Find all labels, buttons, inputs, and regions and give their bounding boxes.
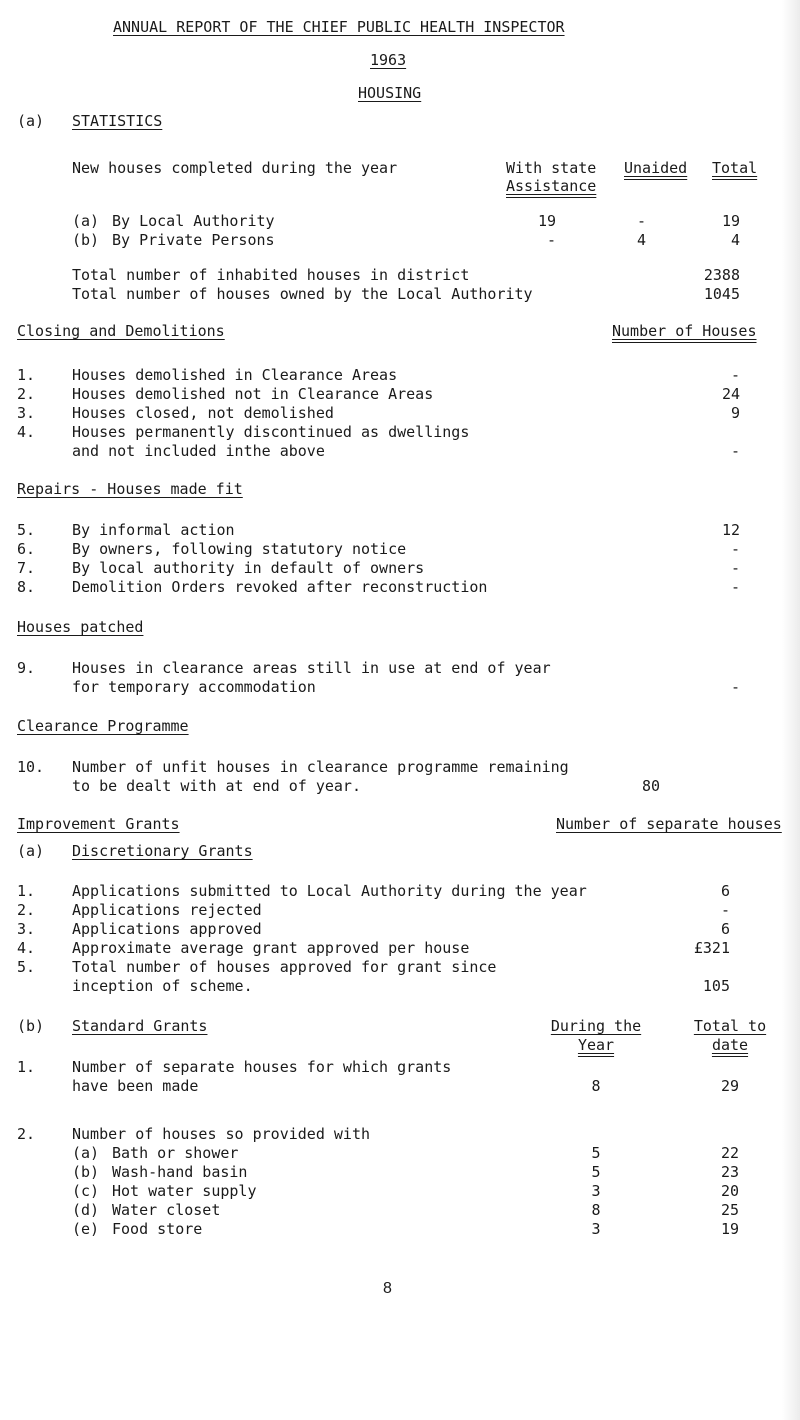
item-value: - [730,540,740,558]
standard-label: (b) [17,1017,45,1035]
item-label: Applications approved [72,920,262,938]
amenity-num: (a) [72,1144,100,1162]
item-value: 24 [721,385,740,403]
item-label: Houses demolished not in Clearance Areas [72,385,434,403]
amenity-num: (c) [72,1182,100,1200]
item-label: By local authority in default of owners [72,559,425,577]
item-label-cont: have been made [72,1077,199,1095]
item-num: 1. [17,366,36,384]
row-unaided-value: - [636,212,646,230]
item-num: 2. [17,901,36,919]
amenity-num: (d) [72,1201,100,1219]
year-value: 8 [591,1077,601,1095]
col-with-state: With state [506,159,597,177]
owned-label: Total number of houses owned by the Local Authority [72,285,533,303]
col-year: Year [577,1036,615,1054]
item-value: £321 [693,939,730,957]
item-num: 2. [17,385,36,403]
item-label: Houses in clearance areas still in use at end of year [72,659,551,677]
grants-col: Number of separate houses [556,815,782,833]
item-num: 5. [17,958,36,976]
inhabited-value: 2388 [703,266,740,284]
item-label: By informal action [72,521,235,539]
item-label-cont: and not included inthe above [72,442,325,460]
item-value: 6 [720,920,730,938]
standard-title: Standard Grants [72,1017,208,1035]
col-total-to: Total to [693,1017,767,1035]
item-label: Total number of houses approved for grant since [72,958,497,976]
year-value: 8 [591,1201,601,1219]
total-value: 19 [720,1220,740,1238]
item-num: 7. [17,559,36,577]
item-label: Number of houses so provided with [72,1125,371,1143]
item-num: 4. [17,423,36,441]
item-num: 6. [17,540,36,558]
item-value: 6 [720,882,730,900]
item-value: - [730,578,740,596]
item-label: Demolition Orders revoked after reconstruction [72,578,488,596]
inhabited-label: Total number of inhabited houses in district [72,266,470,284]
amenity-label: Wash-hand basin [112,1163,248,1181]
owned-value: 1045 [703,285,740,303]
row-unaided-value: 4 [636,231,646,249]
amenity-label: Bath or shower [112,1144,239,1162]
amenity-num: (b) [72,1163,100,1181]
item-value: 105 [702,977,730,995]
item-value: - [730,559,740,577]
item-label: Number of unfit houses in clearance programme remaining [72,758,569,776]
amenity-label: Food store [112,1220,203,1238]
row-label: By Local Authority [112,212,275,230]
item-label: By owners, following statutory notice [72,540,407,558]
row-total-value: 4 [730,231,740,249]
subsection-label: (a) [17,112,45,130]
item-num: 3. [17,404,36,422]
item-value: - [730,442,740,460]
item-num: 3. [17,920,36,938]
total-value: 29 [720,1077,740,1095]
section-title: HOUSING [358,84,422,102]
item-label-cont: to be dealt with at end of year. [72,777,361,795]
item-label-cont: for temporary accommodation [72,678,316,696]
item-num: 1. [17,1058,36,1076]
item-label: Houses permanently discontinued as dwellings [72,423,470,441]
item-value: - [730,366,740,384]
item-label: Houses closed, not demolished [72,404,334,422]
item-label: Applications rejected [72,901,262,919]
total-value: 25 [720,1201,740,1219]
item-value: 9 [730,404,740,422]
item-value: - [720,901,730,919]
discretionary-title: Discretionary Grants [72,842,253,860]
item-value: 12 [721,521,740,539]
col-unaided: Unaided [624,159,688,177]
discretionary-label: (a) [17,842,45,860]
col-date: date [711,1036,749,1054]
total-value: 20 [720,1182,740,1200]
page-number: 8 [383,1280,392,1297]
row-label: By Private Persons [112,231,275,249]
item-num: 8. [17,578,36,596]
closing-title: Closing and Demolitions [17,322,225,340]
row-total-value: 19 [721,212,740,230]
item-label-cont: inception of scheme. [72,977,253,995]
report-title: ANNUAL REPORT OF THE CHIEF PUBLIC HEALTH INSPECTOR [113,18,565,36]
scan-edge-shadow [782,0,800,1420]
amenity-num: (e) [72,1220,100,1238]
item-value: - [730,678,740,696]
col-total: Total [712,159,758,177]
year-value: 5 [591,1144,601,1162]
row-state-value: 19 [537,212,556,230]
item-num: 2. [17,1125,36,1143]
year-value: 3 [591,1182,601,1200]
repairs-title: Repairs - Houses made fit [17,480,243,498]
new-houses-label: New houses completed during the year [72,159,398,177]
closing-col: Number of Houses [612,322,757,340]
patched-title: Houses patched [17,618,144,636]
item-num: 1. [17,882,36,900]
clearance-title: Clearance Programme [17,717,189,735]
row-state-value: - [546,231,556,249]
amenity-label: Hot water supply [112,1182,257,1200]
item-num: 5. [17,521,36,539]
item-label: Number of separate houses for which grants [72,1058,452,1076]
grants-title: Improvement Grants [17,815,180,833]
total-value: 23 [720,1163,740,1181]
item-label: Applications submitted to Local Authority during the year [72,882,587,900]
report-year: 1963 [370,51,407,69]
item-label: Houses demolished in Clearance Areas [72,366,398,384]
amenity-label: Water closet [112,1201,221,1219]
item-label: Approximate average grant approved per house [72,939,470,957]
row-num: (b) [72,231,100,249]
row-num: (a) [72,212,100,230]
col-during-year: During the [550,1017,642,1035]
year-value: 5 [591,1163,601,1181]
item-num: 4. [17,939,36,957]
col-assistance: Assistance [506,177,597,195]
item-num: 10. [17,758,45,776]
total-value: 22 [720,1144,740,1162]
year-value: 3 [591,1220,601,1238]
subsection-title: STATISTICS [72,112,163,130]
item-value: 80 [641,777,660,795]
item-num: 9. [17,659,36,677]
